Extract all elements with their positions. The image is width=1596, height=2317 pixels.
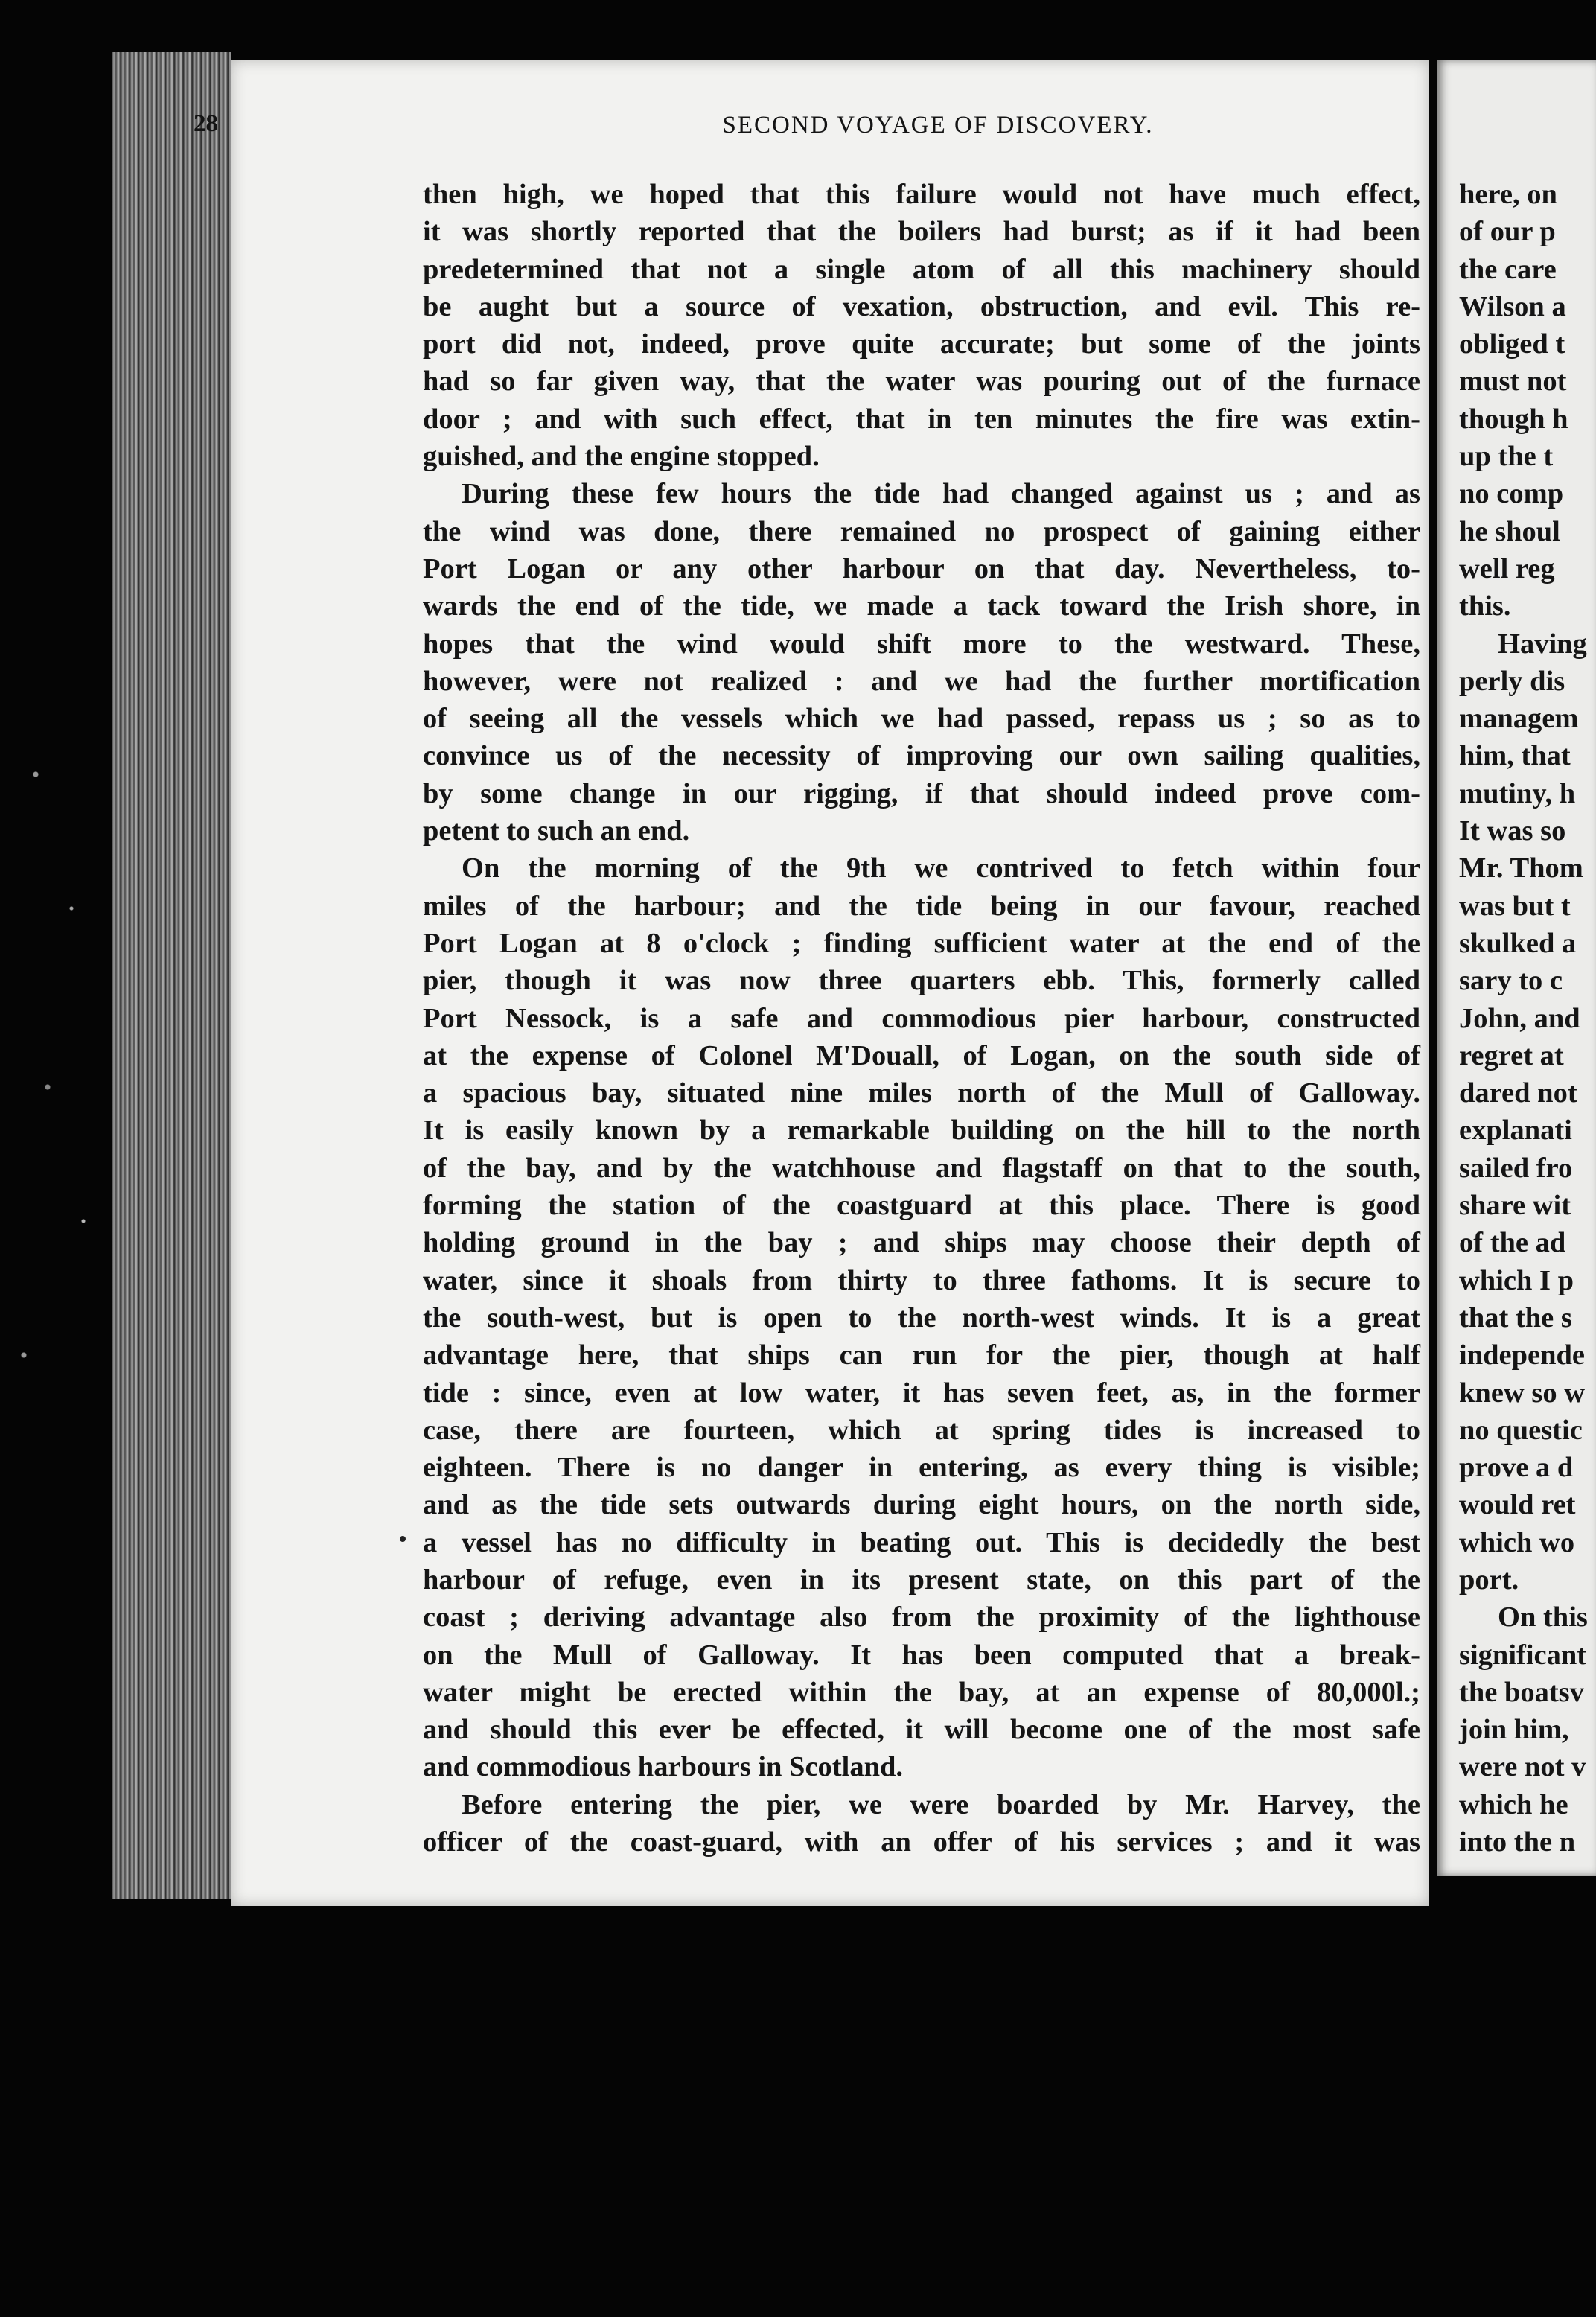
facing-line: no comp — [1459, 478, 1564, 510]
text-line: however, were not realized : and we had the further mortification — [423, 665, 1420, 697]
facing-line: port. — [1459, 1564, 1519, 1596]
text-line: the south-west, but is open to the north-west winds. It is a great — [423, 1301, 1420, 1333]
text-line: holding ground in the bay ; and ships may choose their depth of — [423, 1227, 1420, 1259]
text-line: guished, and the engine stopped. — [423, 441, 820, 473]
facing-line: was but t — [1459, 890, 1571, 922]
facing-line: Wilson a — [1459, 290, 1566, 322]
text-line: Port Nessock, is a safe and commodious pier harbour, constructed — [423, 1002, 1420, 1034]
facing-line: were not v — [1459, 1751, 1586, 1783]
facing-line: no questic — [1459, 1414, 1583, 1446]
text-line: water, since it shoals from thirty to three fathoms. It is secure to — [423, 1264, 1420, 1296]
text-line: wards the end of the tide, we made a tack toward the Irish shore, in — [423, 590, 1420, 622]
text-line: case, there are fourteen, which at spring tides is increased to — [423, 1414, 1420, 1446]
facing-line: which I p — [1459, 1264, 1574, 1296]
text-line: advantage here, that ships can run for the pier, though at half — [423, 1339, 1420, 1371]
text-line: harbour of refuge, even in its present state, on this part of the — [423, 1564, 1420, 1596]
text-line: officer of the coast-guard, with an offer of his services ; and it was — [423, 1826, 1420, 1858]
text-line: It is easily known by a remarkable building on the hill to the north — [423, 1115, 1420, 1147]
facing-line: this. — [1459, 590, 1511, 622]
text-line: convince us of the necessity of improving our own sailing qualities, — [423, 740, 1420, 772]
facing-line: share wit — [1459, 1190, 1571, 1222]
text-line: of the bay, and by the watchhouse and flagstaff on that to the south, — [423, 1152, 1420, 1184]
text-line: eighteen. There is no danger in entering, as every thing is visible; — [423, 1452, 1420, 1484]
text-line: On the morning of the 9th we contrived to fetch within four — [462, 852, 1420, 885]
facing-line: well reg — [1459, 552, 1555, 584]
facing-line: which wo — [1459, 1526, 1575, 1558]
facing-line: independe — [1459, 1339, 1586, 1371]
facing-line: of our p — [1459, 216, 1556, 248]
text-line: of seeing all the vessels which we had passed, repass us ; so as to — [423, 703, 1420, 735]
page-number: 28 — [194, 110, 218, 137]
facing-line: he shoul — [1459, 515, 1560, 547]
text-line: at the expense of Colonel M'Douall, of Logan, on the south side of — [423, 1039, 1420, 1071]
text-line: a vessel has no difficulty in beating out. This is decidedly the best — [423, 1526, 1420, 1558]
facing-line: On this — [1498, 1601, 1588, 1634]
text-line: Port Logan at 8 o'clock ; finding sufficient water at the end of the — [423, 927, 1420, 959]
text-line: petent to such an end. — [423, 815, 690, 847]
text-line: Before entering the pier, we were boarded by Mr. Harvey, the — [462, 1788, 1420, 1820]
facing-line: Having — [1498, 628, 1587, 660]
text-line: coast ; deriving advantage also from the proximity of the lighthouse — [423, 1601, 1420, 1634]
facing-line: of the ad — [1459, 1227, 1566, 1259]
text-line: During these few hours the tide had changed against us ; and as — [462, 478, 1420, 510]
page-header — [194, 110, 1414, 155]
facing-line: him, that — [1459, 740, 1571, 772]
facing-text-column — [1459, 176, 1596, 1861]
facing-line: significant — [1459, 1639, 1587, 1671]
facing-line: into the n — [1459, 1826, 1576, 1858]
running-head: SECOND VOYAGE OF DISCOVERY. — [722, 112, 1154, 138]
facing-line: regret at — [1459, 1039, 1564, 1071]
margin-mark — [400, 1536, 406, 1542]
text-line: tide : since, even at low water, it has seven feet, as, in the former — [423, 1377, 1420, 1409]
facing-line: join him, — [1459, 1714, 1569, 1746]
main-text-column — [423, 176, 1420, 1861]
facing-line: Mr. Thom — [1459, 852, 1583, 885]
right-facing-page — [1437, 60, 1596, 1876]
facing-line: must not — [1459, 366, 1567, 398]
facing-line: obliged t — [1459, 328, 1565, 360]
text-line: and commodious harbours in Scotland. — [423, 1751, 904, 1783]
facing-line: sailed fro — [1459, 1152, 1573, 1184]
facing-line: managem — [1459, 703, 1579, 735]
text-line: and as the tide sets outwards during eight hours, on the north side, — [423, 1489, 1420, 1521]
text-line: port did not, indeed, prove quite accurate; but some of the joints — [423, 328, 1420, 360]
book-page-edges — [112, 52, 231, 1899]
text-line: be aught but a source of vexation, obstruction, and evil. This re- — [423, 290, 1420, 322]
text-line: a spacious bay, situated nine miles north of the Mull of Galloway. — [423, 1077, 1420, 1109]
facing-line: John, and — [1459, 1002, 1580, 1034]
facing-line: up the t — [1459, 441, 1554, 473]
facing-line: here, on — [1459, 179, 1557, 210]
facing-line: It was so — [1459, 815, 1566, 847]
text-line: door ; and with such effect, that in ten minutes the fire was extin- — [423, 403, 1420, 435]
facing-line: the boatsv — [1459, 1676, 1584, 1708]
facing-line: knew so w — [1459, 1377, 1586, 1409]
text-line: hopes that the wind would shift more to the westward. These, — [423, 628, 1420, 660]
facing-line: skulked a — [1459, 927, 1577, 959]
facing-line: prove a d — [1459, 1452, 1574, 1484]
text-line: it was shortly reported that the boilers had burst; as if it had been — [423, 216, 1420, 248]
text-line: and should this ever be effected, it will become one of the most safe — [423, 1714, 1420, 1746]
facing-line: which he — [1459, 1788, 1568, 1820]
text-line: pier, though it was now three quarters ebb. This, formerly called — [423, 965, 1420, 997]
facing-line: sary to c — [1459, 965, 1563, 997]
facing-line: that the s — [1459, 1301, 1572, 1333]
text-line: had so far given way, that the water was pouring out of the furnace — [423, 366, 1420, 398]
text-line: predetermined that not a single atom of all this machinery should — [423, 253, 1420, 285]
text-line: Port Logan or any other harbour on that day. Nevertheless, to- — [423, 552, 1420, 584]
facing-line: mutiny, h — [1459, 777, 1576, 809]
text-line: then high, we hoped that this failure would not have much effect, — [423, 179, 1420, 210]
scan-speckles — [0, 596, 119, 1489]
facing-line: would ret — [1459, 1489, 1576, 1521]
text-line: by some change in our rigging, if that should indeed prove com- — [423, 777, 1420, 809]
facing-line: dared not — [1459, 1077, 1577, 1109]
text-line: on the Mull of Galloway. It has been computed that a break- — [423, 1639, 1420, 1671]
facing-line: though h — [1459, 403, 1568, 435]
facing-line: explanati — [1459, 1115, 1572, 1147]
text-line: the wind was done, there remained no prospect of gaining either — [423, 515, 1420, 547]
text-line: forming the station of the coastguard at this place. There is good — [423, 1190, 1420, 1222]
text-line: miles of the harbour; and the tide being in our favour, reached — [423, 890, 1420, 922]
facing-line: the care — [1459, 253, 1557, 285]
text-line: water might be erected within the bay, at an expense of 80,000l.; — [423, 1676, 1420, 1708]
facing-line: perly dis — [1459, 665, 1565, 697]
